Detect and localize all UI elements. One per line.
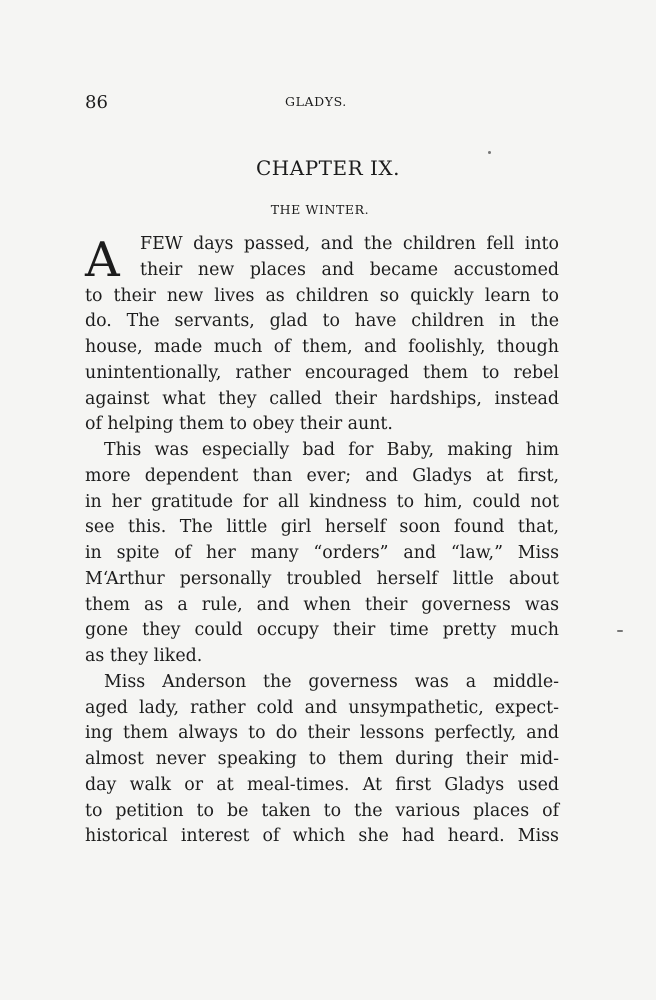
drop-cap: A bbox=[85, 232, 120, 288]
text-line: unintentionally, rather encouraged them to rebel bbox=[85, 362, 559, 383]
chapter-subtitle: THE WINTER. bbox=[270, 202, 370, 217]
chapter-body bbox=[85, 232, 559, 850]
text-line: ing them always to do their lessons perfectly, and bbox=[85, 723, 559, 744]
text-line: M‘Arthur personally troubled herself little about bbox=[85, 568, 559, 589]
text-line: to petition to be taken to the various places of bbox=[85, 800, 559, 821]
text-line: see this. The little girl herself soon found that, bbox=[85, 517, 559, 538]
text-line: This was especially bad for Baby, making him bbox=[104, 440, 559, 460]
text-line: of helping them to obey their aunt. bbox=[85, 414, 393, 435]
text-line: Miss Anderson the governess was a middle- bbox=[104, 671, 559, 692]
paper-speck bbox=[488, 151, 491, 154]
text-line: almost never speaking to them during their mid- bbox=[85, 749, 559, 769]
text-line: against what they called their hardships, instead bbox=[85, 388, 559, 409]
text-line: as they liked. bbox=[85, 646, 203, 666]
page-number: 86 bbox=[85, 92, 108, 113]
running-title: GLADYS. bbox=[285, 94, 347, 109]
text-line: more dependent than ever; and Gladys at first, bbox=[85, 465, 559, 486]
text-line: in spite of her many “orders” and “law,” Miss bbox=[85, 543, 559, 563]
text-line: house, made much of them, and foolishly, though bbox=[85, 337, 559, 357]
page-header bbox=[85, 92, 565, 116]
text-line: FEW days passed, and the children fell into bbox=[140, 234, 559, 254]
text-line: in her gratitude for all kindness to him, could not bbox=[85, 491, 559, 512]
text-line: gone they could occupy their time pretty much bbox=[85, 620, 559, 641]
text-line: their new places and became accustomed bbox=[140, 259, 559, 280]
text-line: to their new lives as children so quickly learn to bbox=[85, 285, 559, 306]
paper-speck bbox=[617, 630, 623, 632]
text-line: do. The servants, glad to have children in the bbox=[85, 311, 559, 332]
text-line: aged lady, rather cold and unsympathetic, expect- bbox=[85, 697, 559, 718]
text-line: day walk or at meal-times. At first Gladys used bbox=[85, 774, 559, 795]
chapter-title: CHAPTER IX. bbox=[256, 156, 400, 180]
text-line: historical interest of which she had heard. Miss bbox=[85, 826, 559, 847]
text-line: them as a rule, and when their governess was bbox=[85, 594, 559, 615]
